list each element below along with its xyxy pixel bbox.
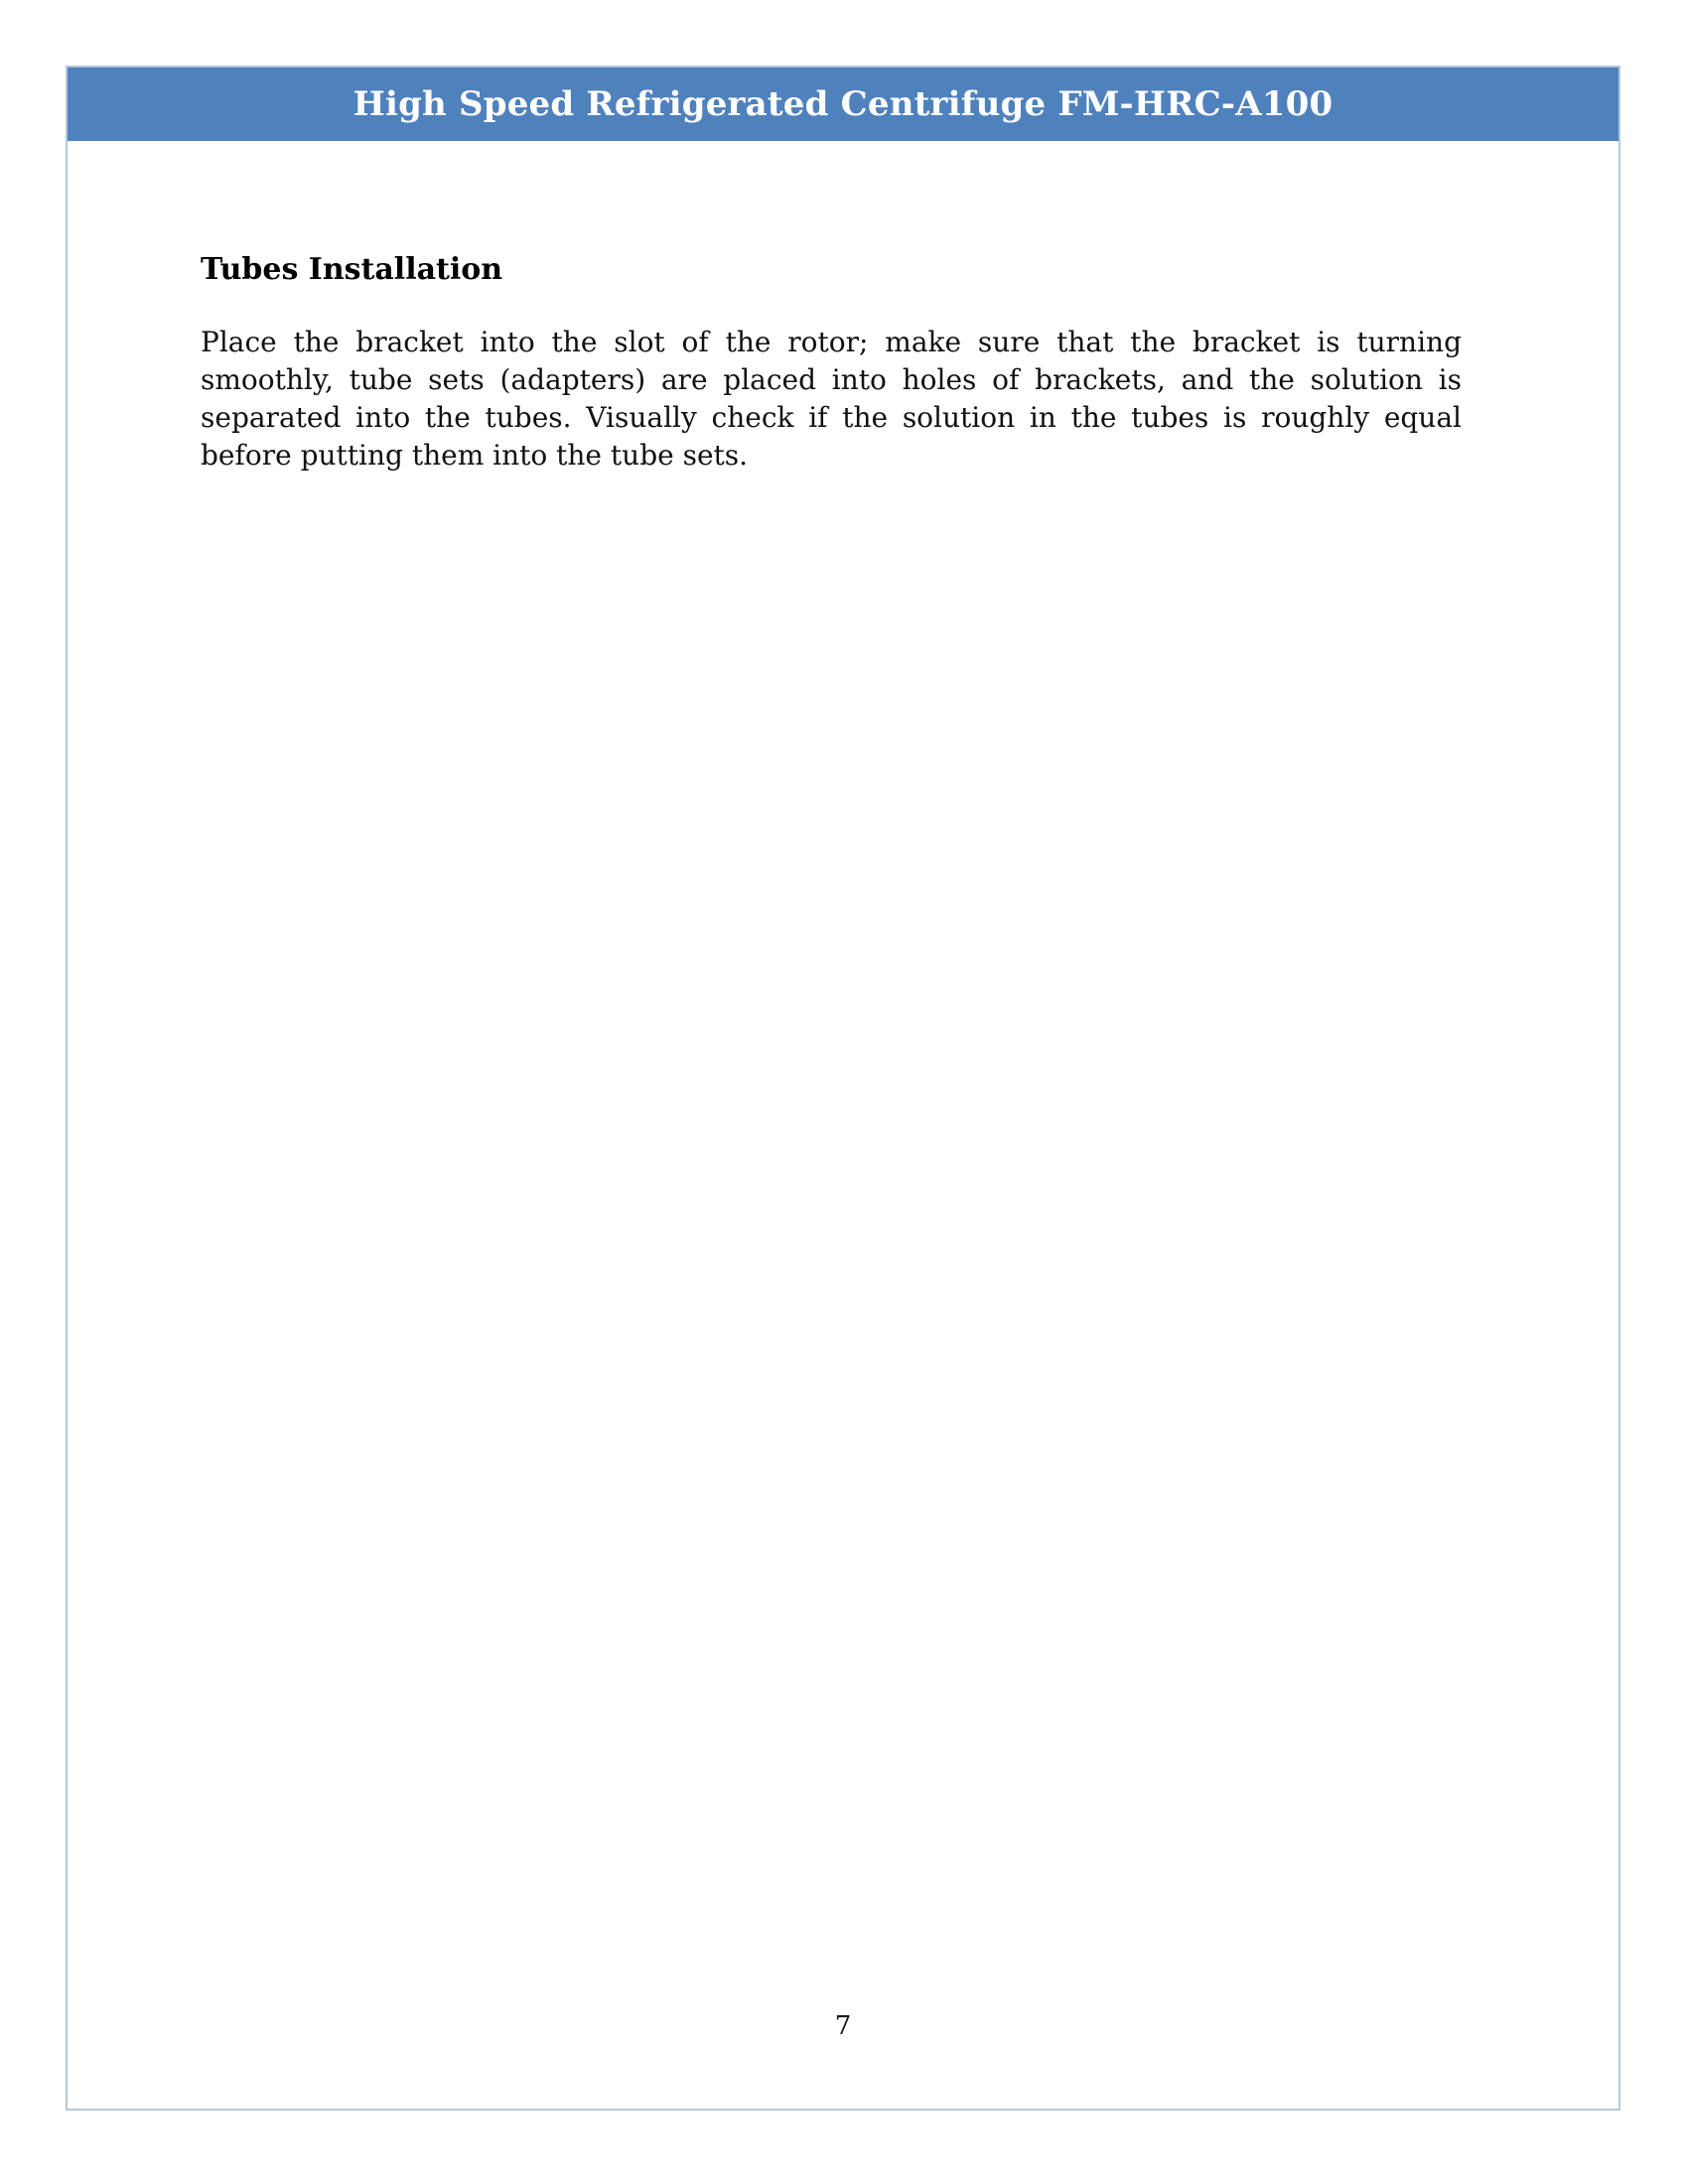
header-bar [68, 68, 1618, 141]
page-frame [66, 66, 1620, 2111]
section-heading: Tubes Installation [201, 252, 503, 287]
body-paragraph: Place the bracket into the slot of the rotor; make sure that the bracket is turning smoothly, tube sets (adapters) are placed into holes of brackets, and the solution is separated into the tubes. Visually check if the solution in the tubes is roughly equal before putting them into the tube sets. [201, 326, 1462, 472]
document-title: High Speed Refrigerated Centrifuge FM-HRC-A100 [352, 84, 1334, 124]
page-number: 7 [834, 2011, 852, 2041]
